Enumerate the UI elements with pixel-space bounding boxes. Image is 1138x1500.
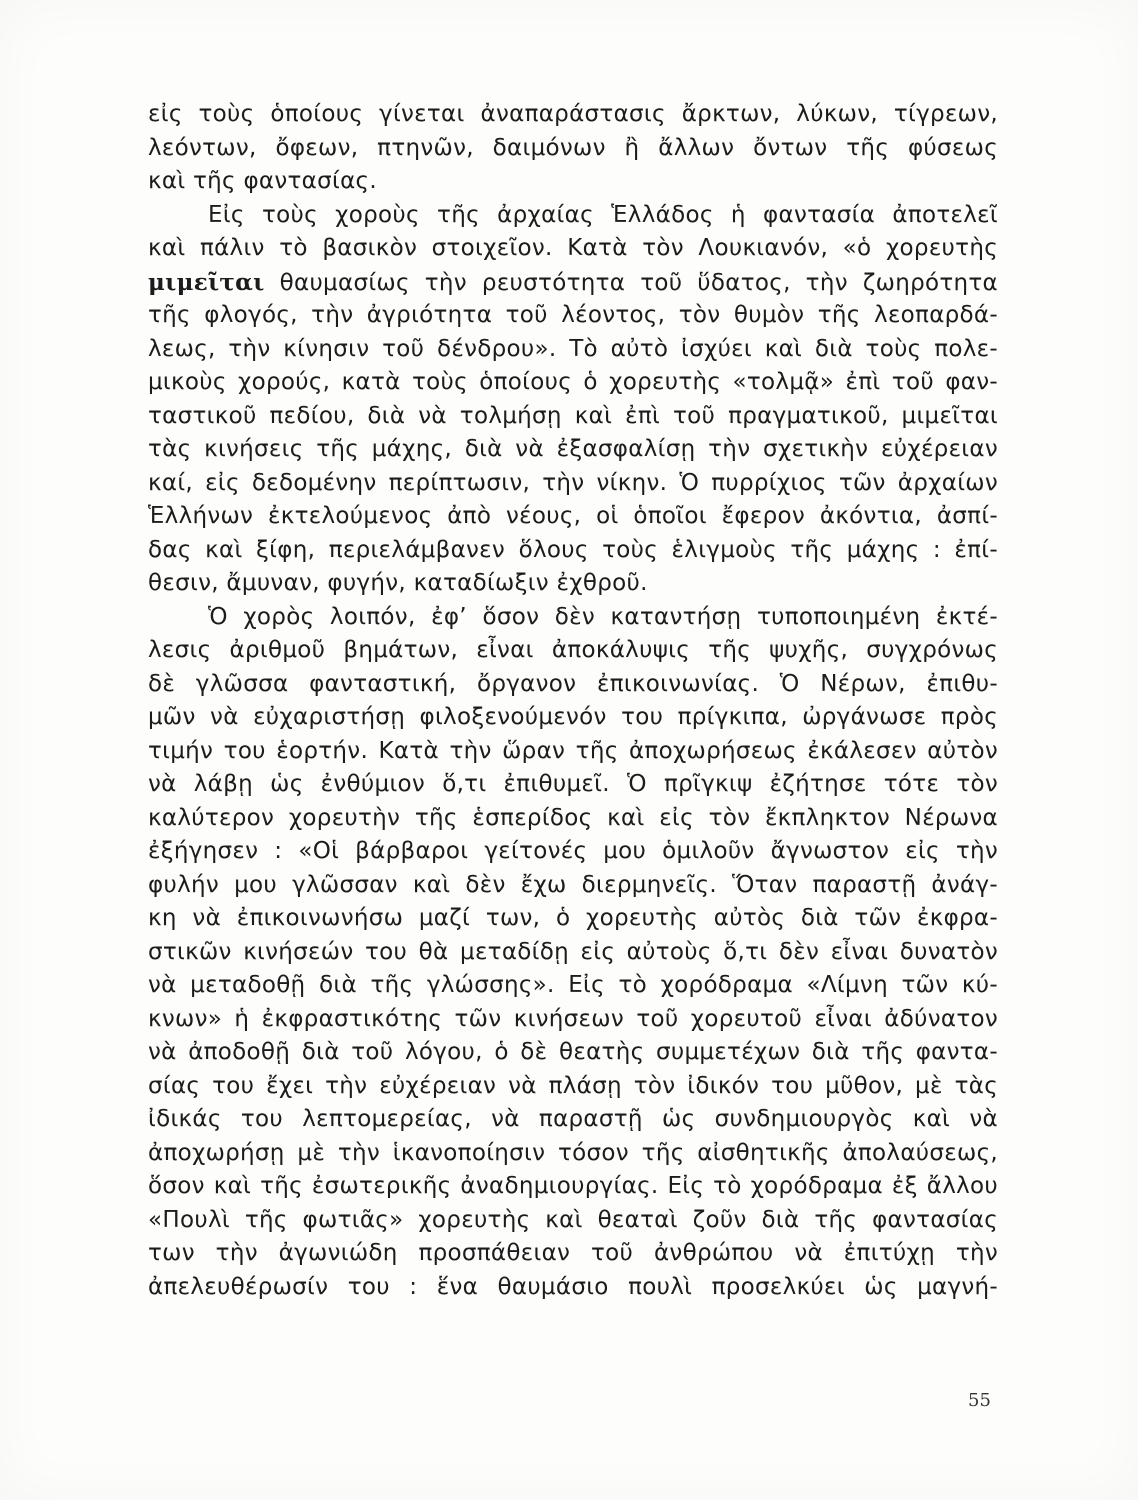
text-line: εἰς τοὺς ὁποίους γίνεται ἀναπαράστασις ἄρκτων, λύκων, τίγρεων, [148, 101, 998, 127]
body-text [148, 98, 998, 1304]
text-line: φυλήν μου γλῶσσαν καὶ δὲν ἔχω διερμηνεῖς. Ὅταν παραστῇ ἀνάγ- [148, 871, 998, 898]
page-number: 55 [968, 1390, 991, 1411]
text-line: ὅσον καὶ τῆς ἐσωτερικῆς ἀναδημιουργίας. Εἰς τὸ χορόδραμα ἐξ ἄλλου [148, 1173, 998, 1199]
text-line: ἀποχωρήσῃ μὲ τὴν ἱκανοποίησιν τόσον τῆς αἰσθητικῆς ἀπολαύσεως, [148, 1139, 998, 1166]
text-line: ταστικοῦ πεδίου, διὰ νὰ τολμήσῃ καὶ ἐπὶ τοῦ πραγματικοῦ, μιμεῖται [148, 402, 998, 429]
text-line: τῆς φλογός, τὴν ἀγριότητα τοῦ λέοντος, τὸν θυμὸν τῆς λεοπαρδά- [148, 302, 998, 328]
text-line: μικοὺς χορούς, κατὰ τοὺς ὁποίους ὁ χορευτὴς «τολμᾷ» ἐπὶ τοῦ φαν- [148, 369, 998, 395]
text-line: κνων» ἡ ἐκφραστικότης τῶν κινήσεων τοῦ χορευτοῦ εἶναι ἀδύνατον [148, 1005, 998, 1032]
text-line: κη νὰ ἐπικοινωνήσω μαζί των, ὁ χορευτὴς αὐτὸς διὰ τῶν ἐκφρα- [148, 905, 998, 931]
text-line: Ὁ χορὸς λοιπόν, ἐφ’ ὅσον δὲν καταντήσῃ τυποποιημένη ἐκτέ- [208, 603, 998, 630]
text-line: καὶ τῆς φαντασίας. [148, 168, 377, 194]
emphasis: μιμεῖται [148, 268, 265, 296]
text-line: ἀπελευθέρωσίν του : ἕνα θαυμάσιο πουλὶ προσελκύει ὡς μαγνή- [148, 1273, 998, 1300]
text-line: καλύτερον χορευτὴν τῆς ἑσπερίδος καὶ εἰς τὸν ἔκπληκτον Νέρωνα [148, 804, 998, 831]
text-line: νὰ μεταδοθῇ διὰ τῆς γλώσσης». Εἰς τὸ χορόδραμα «Λίμνη τῶν κύ- [148, 972, 998, 998]
text-line: τὰς κινήσεις τῆς μάχης, διὰ νὰ ἐξασφαλίσῃ τὴν σχετικὴν εὐχέρειαν [148, 436, 998, 462]
text-line: μῶν νὰ εὐχαριστήσῃ φιλοξενούμενόν του πρίγκιπα, ὠργάνωσε πρὸς [148, 704, 998, 730]
text-line: λεόντων, ὄφεων, πτηνῶν, δαιμόνων ἢ ἄλλων ὄντων τῆς φύσεως [148, 134, 998, 161]
text-line: Ἑλλήνων ἐκτελούμενος ἀπὸ νέους, οἱ ὁποῖοι ἔφερον ἀκόντια, ἀσπί- [148, 503, 998, 529]
text-line: δὲ γλῶσσα φανταστική, ὄργανον ἐπικοινωνίας. Ὁ Νέρων, ἐπιθυ- [148, 670, 998, 697]
text-line: δας καὶ ξίφη, περιελάμβανεν ὅλους τοὺς ἑλιγμοὺς τῆς μάχης : ἐπί- [148, 536, 998, 563]
text-line: νὰ λάβῃ ὡς ἐνθύμιον ὅ,τι ἐπιθυμεῖ. Ὁ πρῖγκιψ ἐζήτησε τότε τὸν [148, 771, 998, 797]
text-line: καὶ πάλιν τὸ βασικὸν στοιχεῖον. Κατὰ τὸν Λουκιανόν, «ὁ χορευτὴς [148, 235, 998, 261]
text-line: στικῶν κινήσεών του θὰ μεταδίδῃ εἰς αὐτοὺς ὅ,τι δὲν εἶναι δυνατὸν [148, 938, 998, 965]
text-line: λεσις ἀριθμοῦ βημάτων, εἶναι ἀποκάλυψις τῆς ψυχῆς, συγχρόνως [148, 637, 998, 663]
text-line: σίας του ἔχει τὴν εὐχέρειαν νὰ πλάσῃ τὸν ἰδικόν του μῦθον, μὲ τὰς [148, 1072, 998, 1099]
text-line: ἰδικάς του λεπτομερείας, νὰ παραστῇ ὡς συνδημιουργὸς καὶ νὰ [148, 1106, 998, 1132]
text-line: «Πουλὶ τῆς φωτιᾶς» χορευτὴς καὶ θεαταὶ ζοῦν διὰ τῆς φαντασίας [148, 1206, 998, 1233]
text-line: λεως, τὴν κίνησιν τοῦ δένδρου». Τὸ αὐτὸ ἰσχύει καὶ διὰ τοὺς πολε- [148, 335, 998, 362]
text-line: καί, εἰς δεδομένην περίπτωσιν, τὴν νίκην. Ὁ πυρρίχιος τῶν ἀρχαίων [148, 469, 998, 496]
text-line: Εἰς τοὺς χοροὺς τῆς ἀρχαίας Ἑλλάδος ἡ φαντασία ἀποτελεῖ [208, 201, 998, 228]
text-line: νὰ ἀποδοθῇ διὰ τοῦ λόγου, ὁ δὲ θεατὴς συμμετέχων διὰ τῆς φαντα- [148, 1039, 998, 1065]
text-line: ἐξήγησεν : «Οἱ βάρβαροι γείτονές μου ὁμιλοῦν ἄγνωστον εἰς τὴν [148, 838, 998, 864]
text-line: των τὴν ἀγωνιώδη προσπάθειαν τοῦ ἀνθρώπου νὰ ἐπιτύχῃ τὴν [148, 1240, 998, 1266]
text-line: μιμεῖται θαυμασίως τὴν ρευστότητα τοῦ ὕδατος, τὴν ζωηρότητα [148, 268, 998, 296]
text-line: θεσιν, ἄμυναν, φυγήν, καταδίωξιν ἐχθροῦ. [148, 570, 648, 596]
text-line: τιμήν του ἑορτήν. Κατὰ τὴν ὥραν τῆς ἀποχωρήσεως ἐκάλεσεν αὐτὸν [148, 737, 998, 764]
